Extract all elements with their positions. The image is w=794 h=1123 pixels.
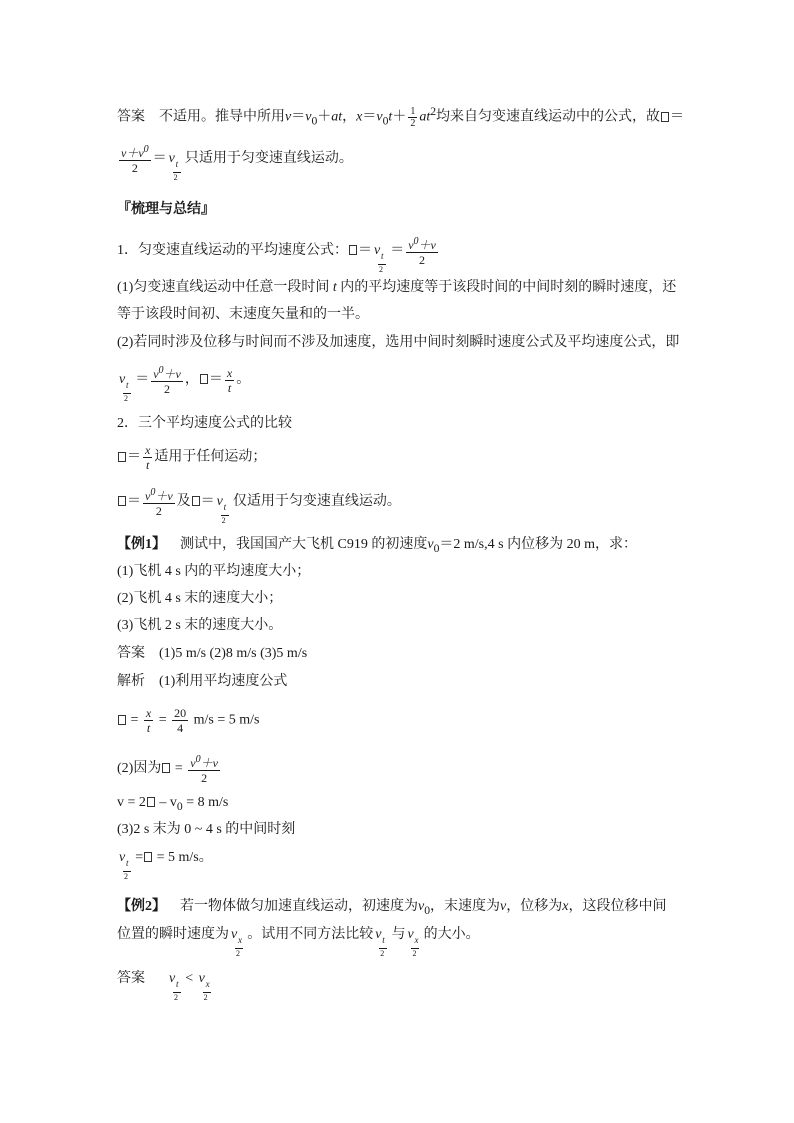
point1-item2-formula: v t 2 ＝ $\frac{v^0+v}{2}$ ， ＝ $\frac{x}{t}$ 。 xyxy=(119,365,251,404)
example1-q3: (3)飞机 2 s 末的速度大小。 xyxy=(117,618,283,633)
example1-eq2: (2)因为 = $\frac{v^0+v}{2}$ xyxy=(117,754,218,785)
example1-answer: 答案 (1)5 m/s (2)8 m/s (3)5 m/s xyxy=(117,646,308,661)
example1-q1: (1)飞机 4 s 内的平均速度大小； xyxy=(117,564,311,579)
example1-eq4: v t 2 = = 5 m/s。 xyxy=(119,850,213,881)
example1-eq1: = $\frac{x}{t}$ = $\frac{20}{4}$ m/s = 5 m/s xyxy=(117,706,260,735)
example2-answer: 答案 v t 2 < v x 2 xyxy=(117,971,210,1002)
example1-stem: 【例1】 测试中，我国国产大飞机 C919 的初速度$v_0=2$ m/s,4 s 内位移为 20 m，求： xyxy=(117,537,637,555)
example2-stem-line2: 位置的瞬时速度为 v x 2 。试用不同方法比较 v t 2 与 v x 2 的大小。 xyxy=(117,927,480,958)
answer-label: 答案 xyxy=(117,109,145,125)
example2-tag: 【例2】 xyxy=(117,899,166,914)
point1-item1-line1: (1)匀变速直线运动中任意一段时间 t 内的平均速度等于该段时间的中间时刻的瞬时速度，还 xyxy=(117,280,677,295)
example2-stem-line1: 【例2】 若一物体做匀加速直线运动，初速度为$v_0$，末速度为v，位移为x，这段位移中间 xyxy=(117,899,667,917)
example1-eq3: $v = 2 - v_0 = 8$ m/s xyxy=(117,795,229,813)
point2-title: 2．三个平均速度公式的比较 xyxy=(117,416,292,431)
example1-analysis: 解析 (1)利用平均速度公式 xyxy=(117,674,288,689)
answer-line-2: $\frac{v+v^0}{2}$ ＝ v t 2 只适用于匀变速直线运动。 xyxy=(121,144,353,183)
point2-line2: ＝ $\frac{v^0+v}{2}$ 及 ＝ v t 2 仅适用于匀变速直线运动。 xyxy=(117,486,401,518)
example1-tag: 【例1】 xyxy=(117,537,166,552)
summary-title: 『梳理与总结』 xyxy=(117,202,215,217)
point1-item1-line2: 等于该段时间初、末速度矢量和的一半。 xyxy=(117,307,369,322)
answer-line-1: 答案 不适用。推导中所用$v=v_0+at$，$x=v_0t+$ $\frac{1}{2}$ $at^2$均来自匀变速直线运动中的公式，故 ＝ xyxy=(117,105,685,129)
point2-line1: ＝ $\frac{x}{t}$ 适用于任何运动； xyxy=(117,443,266,472)
point1-item2-line1: (2)若同时涉及位移与时间而不涉及加速度，选用中间时刻瞬时速度公式及平均速度公式，即 xyxy=(117,335,680,350)
point1-title: 1．匀变速直线运动的平均速度公式： ＝ v t 2 ＝ $\frac{v^0+v}{2}$ xyxy=(117,236,436,275)
example1-q2: (2)飞机 4 s 末的速度大小； xyxy=(117,591,283,606)
example1-a3: (3)2 s 末为 0 ~ 4 s 的中间时刻 xyxy=(117,822,296,837)
